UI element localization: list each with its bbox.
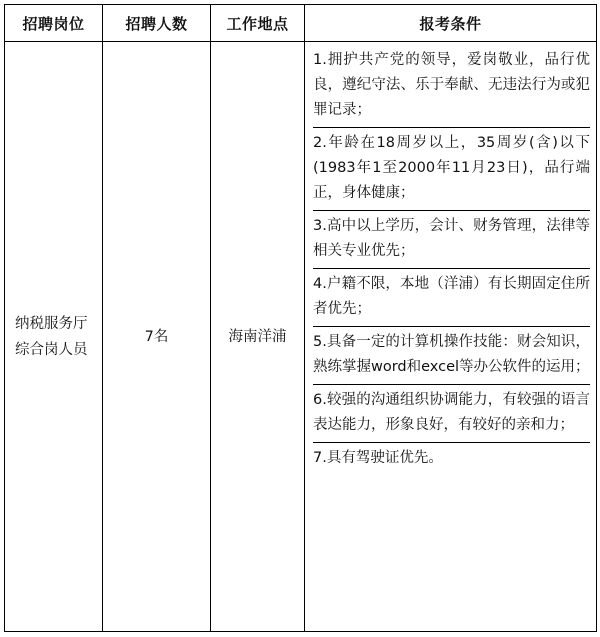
header-requirements: 报考条件 xyxy=(305,5,597,42)
requirement-item: 7.具有驾驶证优先。 xyxy=(313,442,590,475)
count-cell: 7名 xyxy=(103,42,211,632)
location-cell: 海南洋浦 xyxy=(211,42,305,632)
requirement-item: 4.户籍不限，本地（洋浦）有长期固定住所者优先； xyxy=(313,268,590,326)
requirement-item: 2.年龄在18周岁以上，35周岁(含)以下(1983年1至2000年11月23日)，品行端正，身体健康； xyxy=(313,127,590,210)
header-location: 工作地点 xyxy=(211,5,305,42)
recruitment-table xyxy=(4,4,597,632)
position-cell: 纳税服务厅综合岗人员 xyxy=(5,42,103,632)
header-row xyxy=(5,5,597,42)
requirement-item: 5.具备一定的计算机操作技能：财会知识，熟练掌握word和excel等办公软件的运用； xyxy=(313,326,590,384)
requirement-item: 6.较强的沟通组织协调能力，有较强的语言表达能力，形象良好，有较好的亲和力； xyxy=(313,384,590,442)
requirement-item: 3.高中以上学历，会计、财务管理，法律等相关专业优先； xyxy=(313,210,590,268)
header-count: 招聘人数 xyxy=(103,5,211,42)
requirements-cell xyxy=(305,42,597,632)
header-position: 招聘岗位 xyxy=(5,5,103,42)
table-row xyxy=(5,42,597,632)
requirement-item: 1.拥护共产党的领导，爱岗敬业，品行优良，遵纪守法、乐于奉献、无违法行为或犯罪记录； xyxy=(313,52,590,118)
